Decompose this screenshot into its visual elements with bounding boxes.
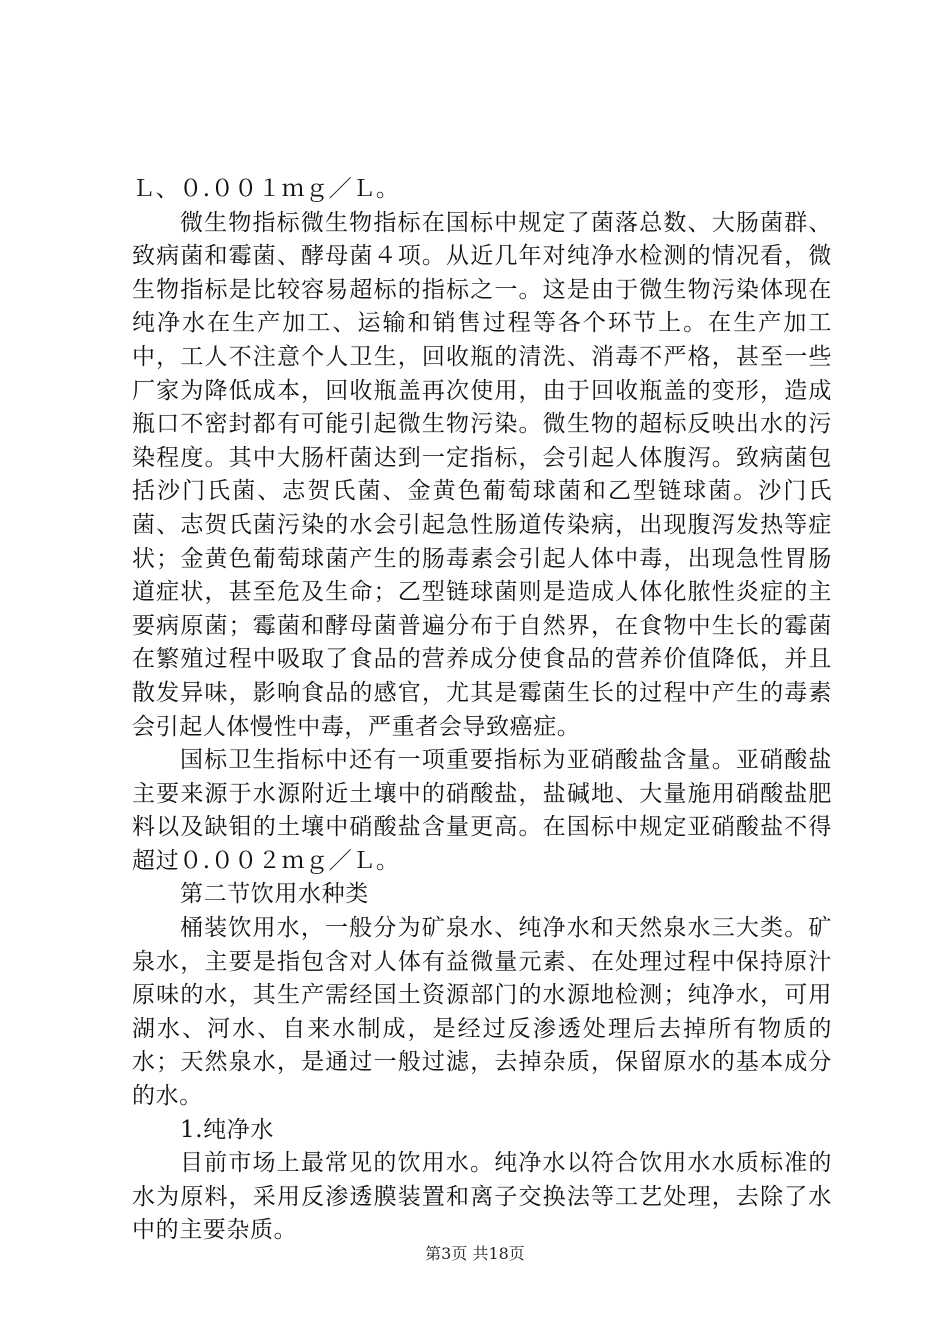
- section-heading: 第二节饮用水种类: [180, 881, 369, 908]
- page-number-footer: 第3页 共18页: [425, 1244, 525, 1263]
- paragraph-purified-water: 目前市场上最常见的饮用水。纯净水以符合饮用水水质标准的水为原料，采用反渗透膜装置和离子交换法等工艺处理，去除了水中的主要杂质。: [132, 1150, 832, 1244]
- paragraph-continuation: Ｌ、０.００１ｍｇ／Ｌ。: [132, 176, 400, 202]
- paragraph-microbial-indicators: 微生物指标微生物指标在国标中规定了菌落总数、大肠菌群、致病菌和霉菌、酵母菌４项。从近几年对纯净水检测的情况看，微生物指标是比较容易超标的指标之一。这是由于微生物污染体现在纯净水在生产加工、运输和销售过程等各个环节上。在生产加工中，工人不注意个人卫生，回收瓶的清洗、消毒不严格，甚至一些厂家为降低成本，回收瓶盖再次使用，由于回收瓶盖的变形，造成瓶口不密封都有可能引起微生物污染。微生物的超标反映出水的污染程度。其中大肠杆菌达到一定指标，会引起人体腹泻。致病菌包括沙门氏菌、志贺氏菌、金黄色葡萄球菌和乙型链球菌。沙门氏菌、志贺氏菌污染的水会引起急性肠道传染病，出现腹泻发热等症状；金黄色葡萄球菌产生的肠毒素会引起人体中毒，出现急性胃肠道症状，甚至危及生命；乙型链球菌则是造成人体化脓性炎症的主要病原菌；霉菌和酵母菌普遍分布于自然界，在食物中生长的霉菌在繁殖过程中吸取了食品的营养成分使食品的营养价值降低，并且散发异味，影响食品的感官，尤其是霉菌生长的过程中产生的毒素会引起人体慢性中毒，严重者会导致癌症。: [132, 209, 832, 740]
- paragraph-bottled-water-types: 桶装饮用水，一般分为矿泉水、纯净水和天然泉水三大类。矿泉水，主要是指包含对人体有益微量元素、在处理过程中保持原汁原味的水，其生产需经国土资源部门的水源地检测；纯净水，可用湖水、河水、自来水制成，是经过反渗透处理后去掉所有物质的水；天然泉水，是通过一般过滤，去掉杂质，保留原水的基本成分的水。: [132, 915, 832, 1110]
- subsection-heading: 1.纯净水: [180, 1116, 274, 1143]
- paragraph-nitrite: 国标卫生指标中还有一项重要指标为亚硝酸盐含量。亚硝酸盐主要来源于水源附近土壤中的硝酸盐，盐碱地、大量施用硝酸盐肥料以及缺钼的土壤中硝酸盐含量更高。在国标中规定亚硝酸盐不得超过０.００２ｍｇ／Ｌ。: [132, 747, 832, 874]
- document-body: [132, 173, 832, 1248]
